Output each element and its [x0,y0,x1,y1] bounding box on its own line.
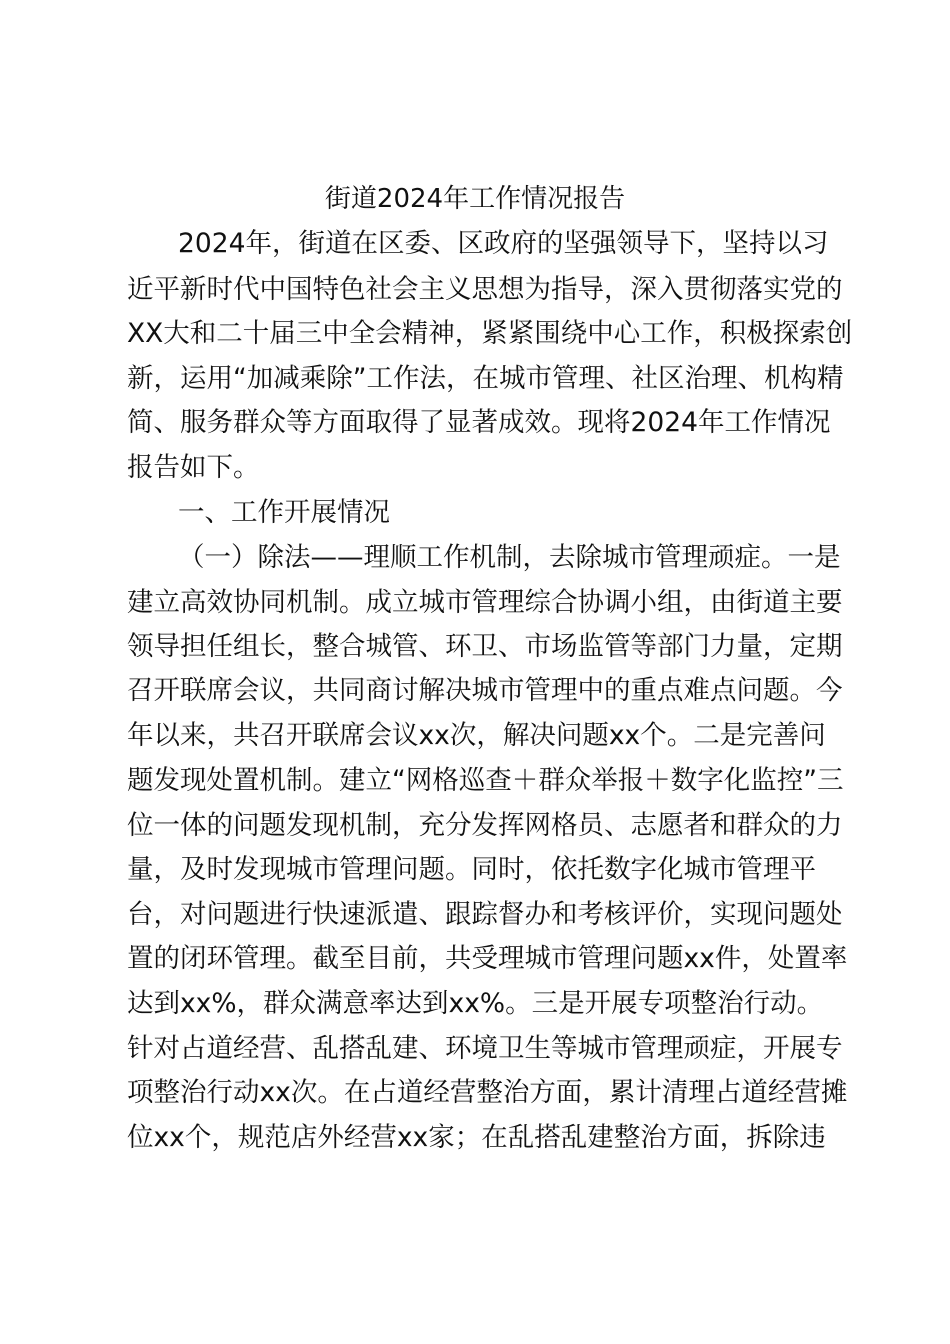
paragraph-line: 年以来，共召开联席会议xx次，解决问题xx个。二是完善问 [127,720,826,751]
paragraph-line: 简、服务群众等方面取得了显著成效。现将2024年工作情况 [127,407,831,438]
paragraph-line: 报告如下。 [127,452,260,483]
paragraph-line: 召开联席会议，共同商讨解决城市管理中的重点难点问题。今 [127,675,843,706]
document-title: 街道2024年工作情况报告 [324,184,626,214]
section-heading: 一、工作开展情况 [178,497,390,528]
paragraph-line: 位xx个，规范店外经营xx家；在乱搭乱建整治方面，拆除违 [127,1122,826,1153]
paragraph-line: 置的闭环管理。截至目前，共受理城市管理问题xx件，处置率 [127,943,848,974]
paragraph-line: 台，对问题进行快速派遣、跟踪督办和考核评价，实现问题处 [127,899,843,930]
paragraph-line: XX大和二十届三中全会精神，紧紧围绕中心工作，积极探索创 [127,318,853,349]
paragraph-line: 领导担任组长，整合城管、环卫、市场监管等部门力量，定期 [127,631,843,662]
paragraph-line: 题发现处置机制。建立“网格巡查＋群众举报＋数字化监控”三 [127,765,844,796]
paragraph-line: 针对占道经营、乱搭乱建、环境卫生等城市管理顽症，开展专 [127,1033,843,1064]
paragraph-line: 建立高效协同机制。成立城市管理综合协调小组，由街道主要 [127,587,843,618]
paragraph-line: （一）除法——理顺工作机制，去除城市管理顽症。一是 [178,542,841,573]
paragraph-line: 新，运用“加减乘除”工作法，在城市管理、社区治理、机构精 [127,363,844,394]
paragraph-line: 达到xx%，群众满意率达到xx%。三是开展专项整治行动。 [127,988,824,1019]
paragraph-line: 位一体的问题发现机制，充分发挥网格员、志愿者和群众的力 [127,810,843,841]
paragraph-line: 项整治行动xx次。在占道经营整治方面，累计清理占道经营摊 [127,1077,848,1108]
paragraph-line: 近平新时代中国特色社会主义思想为指导，深入贯彻落实党的 [127,274,843,305]
paragraph-line: 2024年，街道在区委、区政府的坚强领导下，坚持以习 [178,228,829,259]
paragraph-line: 量，及时发现城市管理问题。同时，依托数字化城市管理平 [127,854,816,885]
